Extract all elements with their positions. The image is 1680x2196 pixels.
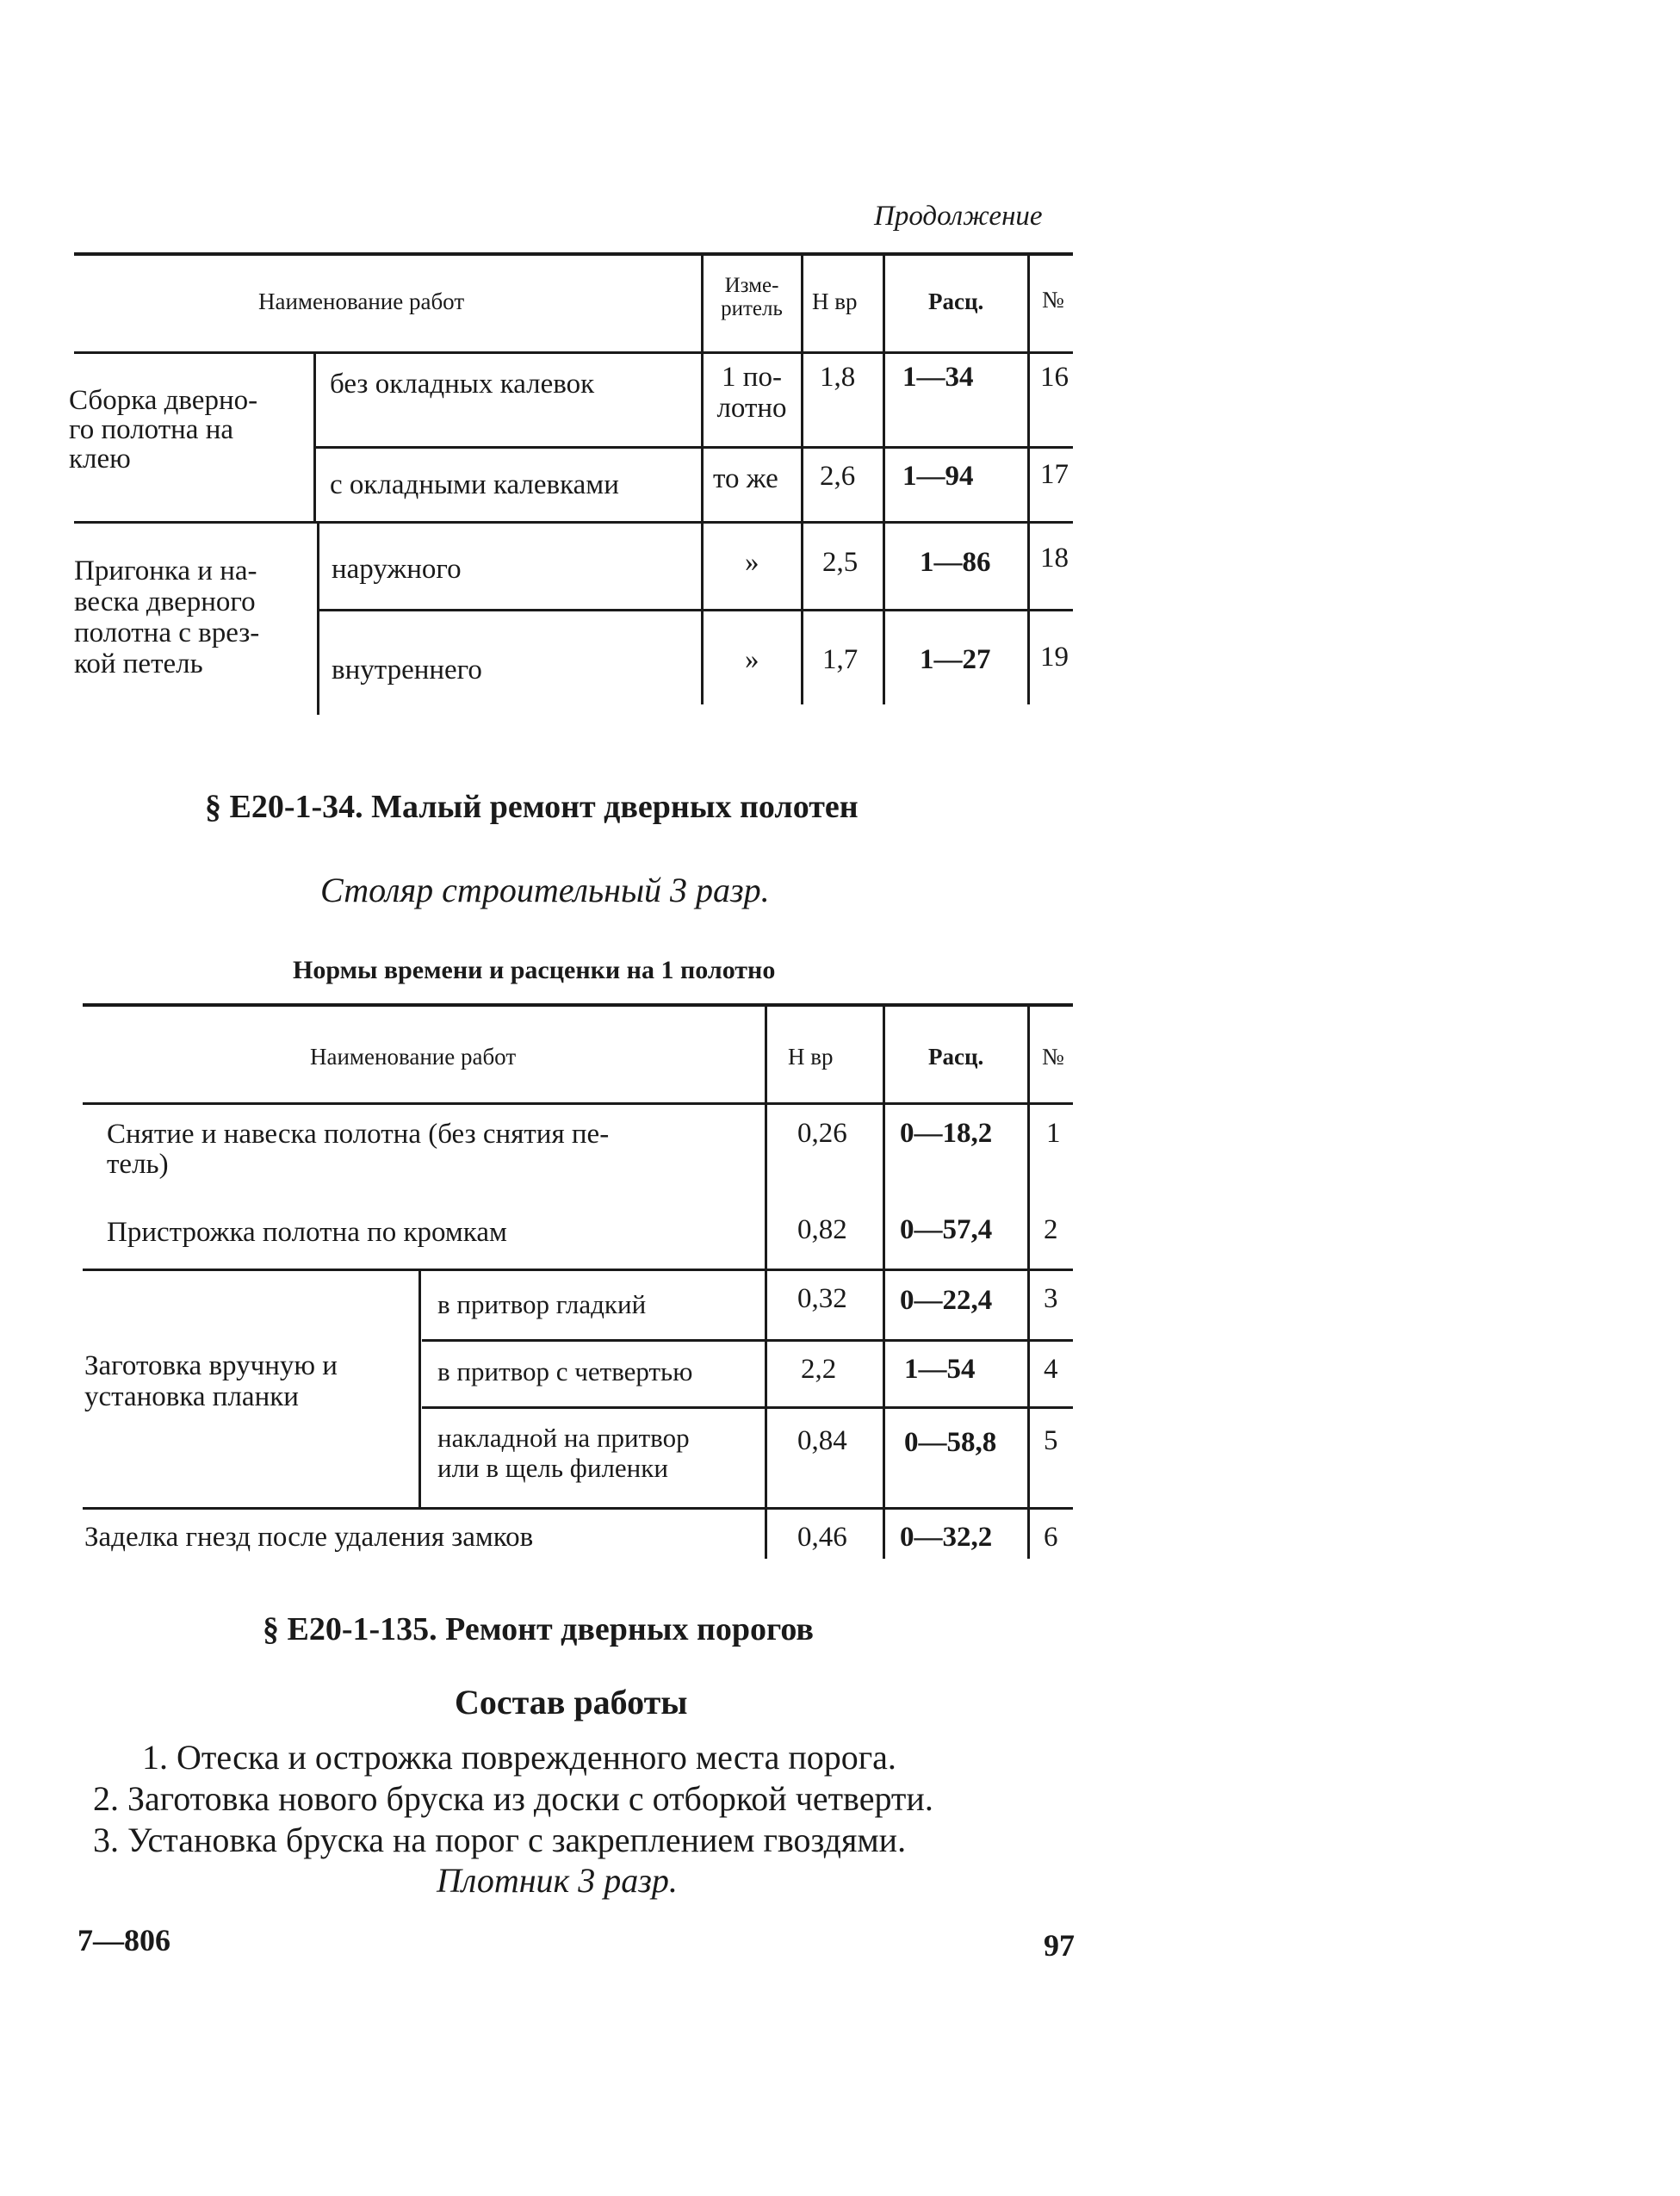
table-2-group-rule — [83, 1269, 1073, 1271]
table-1-top-rule — [74, 252, 1073, 256]
row-nvr: 2,2 — [801, 1354, 837, 1385]
row-sub: наружного — [332, 554, 462, 585]
row-num: 1 — [1046, 1118, 1061, 1149]
row-nvr: 1,8 — [820, 362, 856, 393]
row-nvr: 2,6 — [820, 461, 856, 492]
row-name: Снятие и навеска полотна (без снятия пе- тель) — [107, 1119, 610, 1180]
table-caption: Нормы времени и расценки на 1 полотно — [293, 956, 776, 984]
row-meter: » — [745, 547, 759, 578]
row-sub: в притвор с четвертью — [437, 1356, 693, 1386]
row-num: 4 — [1044, 1354, 1058, 1385]
header-rate: Расц. — [928, 288, 984, 314]
row-num: 16 — [1040, 362, 1069, 393]
row-num: 6 — [1044, 1522, 1058, 1553]
group-label: Сборка дверно- го полотна на клею — [69, 385, 258, 475]
row-num: 5 — [1044, 1425, 1058, 1456]
table-1-group-rule — [74, 521, 1073, 524]
page-number: 97 — [1044, 1928, 1075, 1963]
row-nvr: 0,84 — [797, 1425, 847, 1456]
table-2-header-rule — [83, 1102, 1073, 1105]
row-rate: 1—94 — [902, 461, 974, 492]
row-nvr: 2,5 — [822, 547, 859, 578]
row-sub: без окладных калевок — [330, 369, 595, 400]
row-meter: то же — [713, 463, 778, 494]
row-sub: в притвор гладкий — [437, 1289, 647, 1319]
table-2-row-rule — [422, 1339, 1073, 1342]
row-rate: 1—54 — [904, 1354, 976, 1385]
header-nvr: Н вр — [812, 288, 858, 314]
section-title: § Е20-1-135. Ремонт дверных порогов — [263, 1611, 814, 1647]
row-rate: 0—18,2 — [900, 1118, 993, 1149]
row-num: 19 — [1040, 642, 1069, 673]
row-rate: 1—34 — [902, 362, 974, 393]
row-rate: 1—27 — [920, 644, 991, 675]
row-rate: 0—22,4 — [900, 1285, 993, 1316]
section-title: § Е20-1-34. Малый ремонт дверных полотен — [205, 789, 859, 825]
header-rate: Расц. — [928, 1044, 984, 1070]
row-name: Заделка гнезд после удаления замков — [84, 1522, 534, 1553]
table-1-row-rule — [317, 609, 1073, 611]
worker-label: Столяр строительный 3 разр. — [320, 871, 770, 909]
row-sub: накладной на притвор или в щель филенки — [437, 1423, 690, 1483]
table-1-header-rule — [74, 351, 1073, 354]
work-step: 1. Отеска и острожка поврежденного места порога. — [142, 1738, 896, 1777]
row-num: 17 — [1040, 459, 1069, 490]
footer-code: 7—806 — [77, 1923, 170, 1957]
row-num: 18 — [1040, 543, 1069, 574]
header-nvr: Н вр — [788, 1044, 834, 1070]
continuation-label: Продолжение — [874, 201, 1043, 232]
row-rate: 0—57,4 — [900, 1214, 993, 1245]
table-1-row-rule — [313, 446, 1073, 449]
row-nvr: 0,46 — [797, 1522, 847, 1553]
work-step: 2. Заготовка нового бруска из доски с отборкой четверти. — [93, 1779, 933, 1818]
table-2-row-rule — [422, 1406, 1073, 1409]
header-name: Наименование работ — [258, 288, 465, 314]
row-rate: 0—58,8 — [904, 1427, 997, 1458]
row-name: Пристрожка полотна по кромкам — [107, 1217, 507, 1248]
worker-label: Плотник 3 разр. — [437, 1861, 678, 1900]
row-num: 3 — [1044, 1283, 1058, 1314]
table-2-top-rule — [83, 1003, 1073, 1007]
section-subtitle: Состав работы — [455, 1683, 688, 1721]
table-2-group-rule — [83, 1507, 1073, 1510]
group-label: Заготовка вручную и установка планки — [84, 1350, 338, 1412]
row-meter: 1 по- лотно — [716, 362, 787, 424]
row-rate: 0—32,2 — [900, 1522, 993, 1553]
row-rate: 1—86 — [920, 547, 991, 578]
header-num: № — [1042, 287, 1064, 313]
row-num: 2 — [1044, 1214, 1058, 1245]
header-meter: Изме- ритель — [721, 274, 783, 320]
row-sub: с окладными калевками — [330, 469, 619, 500]
row-nvr: 0,32 — [797, 1283, 847, 1314]
group-label: Пригонка и на- веска дверного полотна с врез- кой петель — [74, 555, 260, 679]
row-meter: » — [745, 644, 759, 675]
work-step: 3. Установка бруска на порог с закреплением гвоздями. — [93, 1821, 907, 1859]
row-nvr: 0,26 — [797, 1118, 847, 1149]
row-sub: внутреннего — [332, 654, 482, 685]
row-nvr: 1,7 — [822, 644, 859, 675]
header-num: № — [1042, 1044, 1064, 1070]
header-name: Наименование работ — [310, 1044, 517, 1070]
row-nvr: 0,82 — [797, 1214, 847, 1245]
